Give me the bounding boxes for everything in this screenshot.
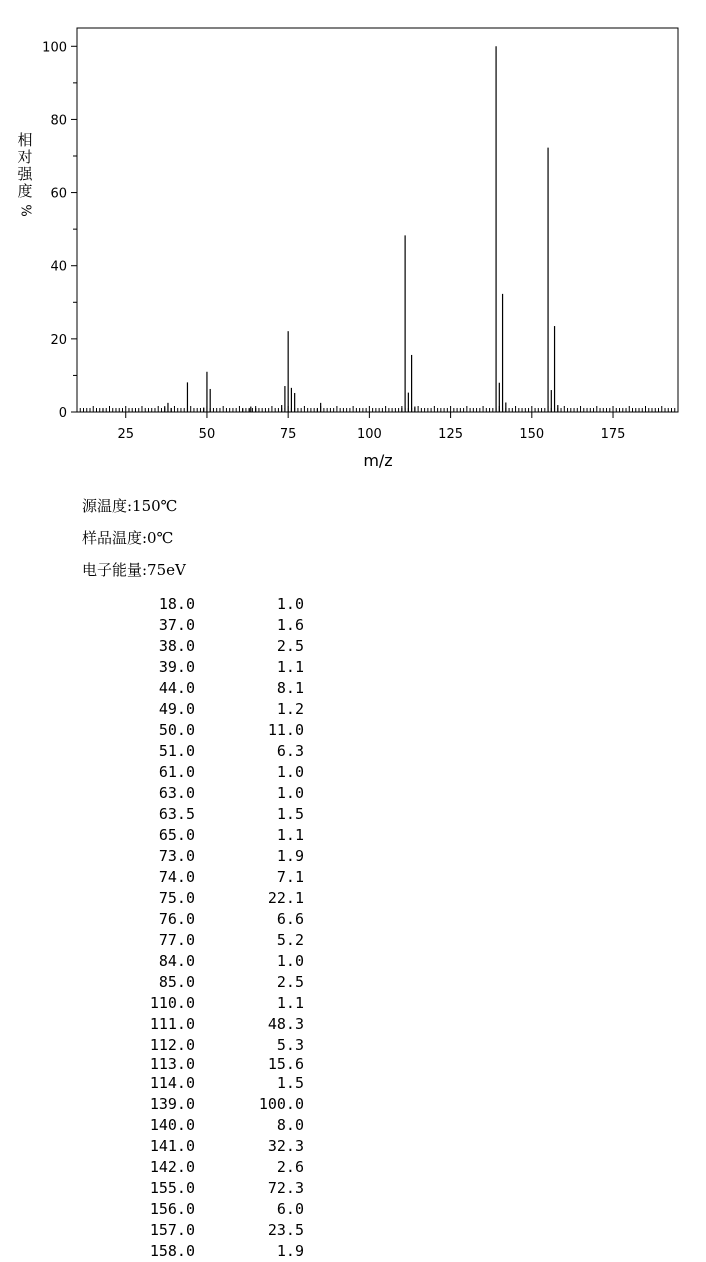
peak-mz: 75.0 — [158, 889, 195, 907]
peak-intensity: 1.2 — [276, 700, 304, 718]
peak-mz: 77.0 — [158, 931, 195, 949]
peak-intensity: 5.3 — [276, 1036, 304, 1054]
table-row — [100, 846, 320, 867]
peak-mz: 65.0 — [158, 826, 195, 844]
table-row — [100, 888, 320, 909]
peak-intensity: 1.6 — [276, 616, 304, 634]
peak-mz: 84.0 — [158, 952, 195, 970]
peak-intensity: 8.0 — [276, 1116, 304, 1134]
x-tick-label: 75 — [279, 427, 297, 442]
x-axis-ticks — [117, 412, 625, 442]
table-row — [100, 678, 320, 699]
peak-mz: 39.0 — [158, 658, 195, 676]
x-axis-label: m/z — [363, 451, 393, 470]
peak-table — [100, 594, 320, 1262]
peak-mz: 38.0 — [158, 637, 195, 655]
table-row — [100, 930, 320, 951]
peak-intensity: 1.5 — [276, 805, 304, 823]
peak-mz: 18.0 — [158, 595, 195, 613]
table-row — [100, 594, 320, 615]
peak-intensity: 48.3 — [267, 1015, 304, 1033]
table-row — [100, 720, 320, 741]
table-row — [100, 1115, 320, 1136]
peak-intensity: 1.9 — [276, 1242, 304, 1260]
y-tick-label: 60 — [50, 186, 67, 202]
table-row — [100, 1014, 320, 1035]
x-tick-label: 150 — [519, 427, 545, 442]
peak-mz: 140.0 — [149, 1116, 195, 1134]
table-row — [100, 615, 320, 636]
peak-intensity: 1.1 — [276, 994, 304, 1012]
y-tick-label: 40 — [50, 259, 67, 275]
peak-mz: 37.0 — [158, 616, 195, 634]
table-row — [100, 1094, 320, 1115]
table-row — [100, 1136, 320, 1157]
peak-mz: 76.0 — [158, 910, 195, 928]
peak-mz: 156.0 — [149, 1200, 195, 1218]
table-row — [100, 1056, 320, 1073]
x-tick-label: 25 — [117, 427, 135, 442]
peak-intensity: 1.1 — [276, 826, 304, 844]
y-tick-label: 80 — [50, 113, 67, 129]
peak-intensity: 1.9 — [276, 847, 304, 865]
peak-mz: 74.0 — [158, 868, 195, 886]
table-row — [100, 909, 320, 930]
peak-intensity: 6.6 — [276, 910, 304, 928]
table-row — [100, 972, 320, 993]
peak-mz: 73.0 — [158, 847, 195, 865]
table-row — [100, 1220, 320, 1241]
table-row — [100, 1157, 320, 1178]
peak-intensity: 11.0 — [267, 721, 304, 739]
table-row — [100, 1178, 320, 1199]
x-tick-label: 50 — [198, 427, 216, 442]
peak-mz: 112.0 — [149, 1036, 195, 1054]
peak-intensity: 15.6 — [267, 1055, 304, 1073]
peak-mz: 63.5 — [158, 805, 195, 823]
peak-intensity: 23.5 — [267, 1221, 304, 1239]
y-axis-label — [14, 132, 36, 219]
mass-spectrum-chart — [0, 0, 706, 480]
peak-mz: 114.0 — [149, 1074, 195, 1092]
y-axis-label-char: 度 — [17, 182, 33, 200]
sample-temperature: 样品温度:0℃ — [82, 529, 174, 547]
peak-mz: 158.0 — [149, 1242, 195, 1260]
peak-mz: 44.0 — [158, 679, 195, 697]
peak-intensity: 6.0 — [276, 1200, 304, 1218]
table-row — [100, 762, 320, 783]
peak-intensity: 1.0 — [276, 595, 304, 613]
peak-mz: 61.0 — [158, 763, 195, 781]
peak-intensity: 7.1 — [276, 868, 304, 886]
table-row — [100, 636, 320, 657]
y-tick-label: 20 — [50, 332, 67, 348]
peak-intensity: 1.5 — [276, 1074, 304, 1092]
x-tick-label: 100 — [356, 427, 382, 442]
y-axis-label-char: 相 — [17, 131, 33, 149]
peak-intensity: 2.5 — [276, 973, 304, 991]
peak-intensity: 72.3 — [267, 1179, 304, 1197]
peak-mz: 49.0 — [158, 700, 195, 718]
peak-mz: 111.0 — [149, 1015, 195, 1033]
table-row — [100, 783, 320, 804]
x-tick-label: 125 — [438, 427, 464, 442]
peak-intensity: 2.6 — [276, 1158, 304, 1176]
y-axis-label-unit: % — [17, 204, 33, 217]
peak-mz: 141.0 — [149, 1137, 195, 1155]
table-row — [100, 1241, 320, 1262]
table-row — [100, 741, 320, 762]
table-row — [100, 1199, 320, 1220]
table-row — [100, 825, 320, 846]
minor-ticks — [77, 406, 678, 412]
electron-energy: 电子能量:75eV — [82, 561, 186, 579]
y-tick-label: 100 — [42, 40, 67, 56]
peak-mz: 142.0 — [149, 1158, 195, 1176]
peak-mz: 139.0 — [149, 1095, 195, 1113]
peak-mz: 51.0 — [158, 742, 195, 760]
peak-intensity: 2.5 — [276, 637, 304, 655]
peak-mz: 157.0 — [149, 1221, 195, 1239]
peak-intensity: 32.3 — [267, 1137, 304, 1155]
table-row — [100, 1073, 320, 1094]
y-axis-label-char: 强 — [17, 165, 33, 183]
peak-mz: 155.0 — [149, 1179, 195, 1197]
peak-bars — [103, 46, 558, 412]
peak-intensity: 1.0 — [276, 952, 304, 970]
y-axis-ticks — [42, 40, 77, 421]
x-tick-label: 175 — [600, 427, 626, 442]
peak-intensity: 100.0 — [258, 1095, 304, 1113]
peak-mz: 110.0 — [149, 994, 195, 1012]
table-row — [100, 993, 320, 1014]
peak-mz: 85.0 — [158, 973, 195, 991]
table-row — [100, 951, 320, 972]
plot-frame — [77, 28, 678, 412]
table-row — [100, 804, 320, 825]
y-tick-label: 0 — [58, 406, 67, 421]
peak-intensity: 6.3 — [276, 742, 304, 760]
table-row — [100, 657, 320, 678]
peak-mz: 63.0 — [158, 784, 195, 802]
source-temperature: 源温度:150℃ — [82, 497, 178, 515]
y-axis-label-char: 对 — [17, 148, 33, 166]
peak-intensity: 1.0 — [276, 763, 304, 781]
peak-intensity: 1.1 — [276, 658, 304, 676]
table-row — [100, 699, 320, 720]
peak-intensity: 5.2 — [276, 931, 304, 949]
peak-intensity: 22.1 — [267, 889, 304, 907]
peak-mz: 113.0 — [149, 1055, 195, 1073]
peak-intensity: 8.1 — [276, 679, 304, 697]
peak-mz: 50.0 — [158, 721, 195, 739]
table-row — [100, 1035, 320, 1056]
peak-intensity: 1.0 — [276, 784, 304, 802]
table-row — [100, 867, 320, 888]
